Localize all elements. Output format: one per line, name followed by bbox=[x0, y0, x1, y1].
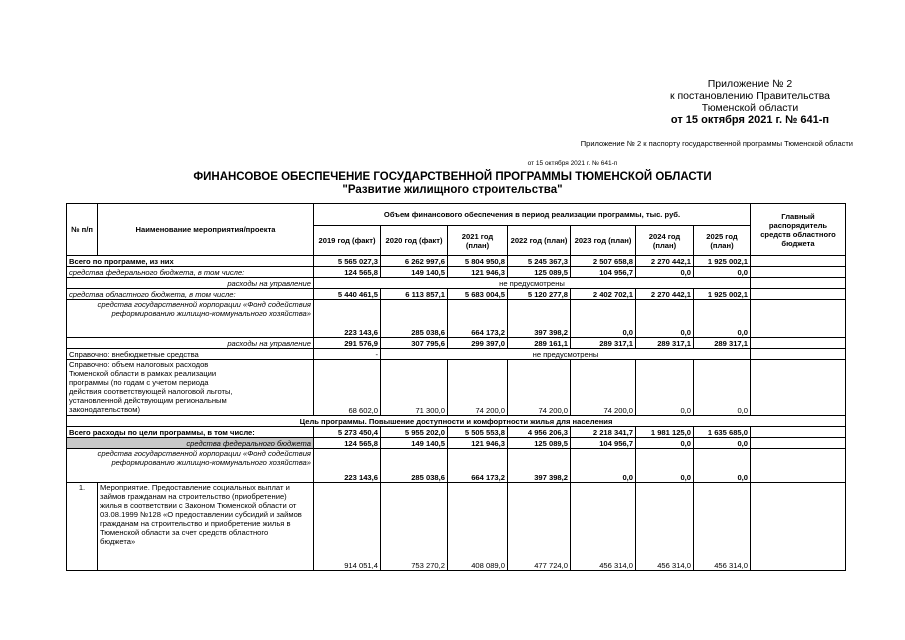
col-year: 2023 год (план) bbox=[571, 226, 636, 256]
row-goal-fed: средства федерального бюджета 124 565,8 149 140,5 121 946,3 125 089,5 104 956,7 0,0 0,0 bbox=[67, 438, 846, 449]
row-reg-mgmt: расходы на управление 291 576,9 307 795,6 299 397,0 289 161,1 289 317,1 289 317,1 289 317,1 bbox=[67, 338, 846, 349]
document-title bbox=[0, 171, 905, 197]
row-tax: Справочно: объем налоговых расходов Тюменской области в рамках реализации программы (по годам с учетом периода действия соответствующей налоговой льготы, установленной действующим региональным законодательством) 68 602,0 71 300,0 74 200,0 74 200,0 74 200,0 0,0 0,0 bbox=[67, 360, 846, 416]
title-line-2: "Развитие жилищного строительства" bbox=[342, 184, 563, 196]
row-total: Всего по программе, из них 5 565 027,3 6 262 997,6 5 804 950,8 5 245 367,3 2 507 658,8 2 270 442,1 1 925 002,1 bbox=[67, 256, 846, 267]
row-federal: средства федерального бюджета, в том числе: 124 565,8 149 140,5 121 946,3 125 089,5 104 956,7 0,0 0,0 bbox=[67, 267, 846, 278]
appendix-date: от 15 октября 2021 г. № 641-п bbox=[670, 114, 830, 126]
row-regional: средства областного бюджета, в том числе: 5 440 461,5 6 113 857,1 5 683 004,5 5 120 277,8 2 402 702,1 2 270 442,1 1 925 002,1 bbox=[67, 289, 846, 300]
row-fed-mgmt: расходы на управление не предусмотрены bbox=[67, 278, 846, 289]
appendix-number: Приложение № 2 bbox=[707, 78, 793, 90]
row-goal-total: Всего расходы по цели программы, в том числе: 5 273 450,4 5 955 202,0 5 505 553,8 4 956 206,3 2 218 341,7 1 981 125,0 1 635 685,0 bbox=[67, 427, 846, 438]
appendix-resolution: к постановлению Правительства bbox=[669, 90, 831, 102]
row-goal: Цель программы. Повышение доступности и комфортности жилья для населения bbox=[67, 416, 846, 427]
col-year: 2024 год (план) bbox=[636, 226, 694, 256]
appendix-header bbox=[640, 78, 860, 126]
title-line-1: ФИНАНСОВОЕ ОБЕСПЕЧЕНИЕ ГОСУДАРСТВЕННОЙ ПРОГРАММЫ ТЮМЕНСКОЙ ОБЛАСТИ bbox=[193, 171, 712, 183]
finance-table bbox=[66, 203, 846, 571]
row-goal-fund: средства государственной корпорации «Фонд содействия реформированию жилищно-коммунального хозяйства» 223 143,6 285 038,6 664 173,2 397 398,2 0,0 0,0 0,0 bbox=[67, 449, 846, 483]
col-year: 2019 год (факт) bbox=[314, 226, 381, 256]
row-fund: средства государственной корпорации «Фонд содействия реформированию жилищно-коммунального хозяйства» 223 143,6 285 038,6 664 173,2 397 398,2 0,0 0,0 0,0 bbox=[67, 300, 846, 338]
col-volume: Объем финансового обеспечения в период реализации программы, тыс. руб. bbox=[314, 204, 751, 226]
col-name: Наименование мероприятия/проекта bbox=[98, 204, 314, 256]
col-year: 2022 год (план) bbox=[508, 226, 571, 256]
col-year: 2020 год (факт) bbox=[381, 226, 448, 256]
col-manager: Главный распорядитель средств областного бюджета bbox=[751, 204, 846, 256]
passport-note: Приложение № 2 к паспорту государственной программы Тюменской области bbox=[580, 139, 853, 148]
appendix-region: Тюменской области bbox=[701, 102, 799, 114]
col-year: 2025 год (план) bbox=[694, 226, 751, 256]
col-year: 2021 год (план) bbox=[448, 226, 508, 256]
small-date-note: от 15 октября 2021 г. № 641-п bbox=[527, 160, 618, 167]
col-no: № п/п bbox=[67, 204, 98, 256]
row-item-1: 1. Мероприятие. Предоставление социальных выплат и займов гражданам на строительство (приобретение) жилья в соответствии с Законом Тюменской области от 03.08.1999 №128 «О предоставлении субсидий и займов гражданам на строительство и приобретение жилья в Тюменской области за счет средств областного бюджета» 914 051,4 753 270,2 408 089,0 477 724,0 456 314,0 456 314,0 456 314,0 bbox=[67, 483, 846, 571]
row-offbudget: Справочно: внебюджетные средства - не предусмотрены bbox=[67, 349, 846, 360]
